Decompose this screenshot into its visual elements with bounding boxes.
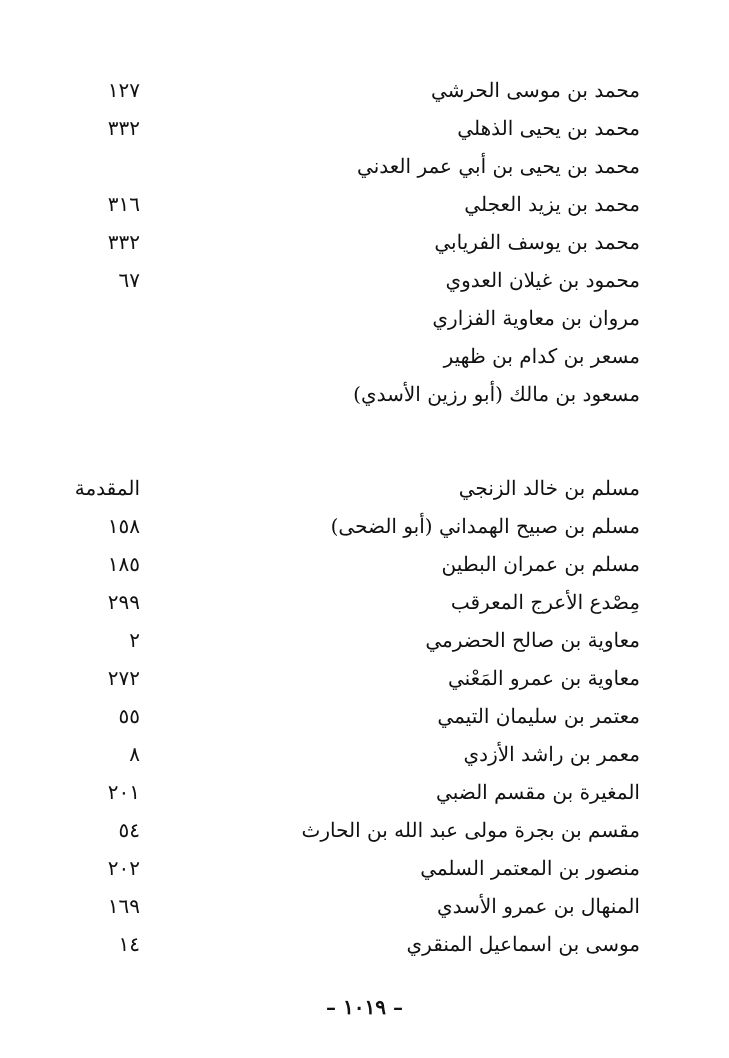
index-entry	[80, 926, 640, 962]
index-entry	[80, 186, 640, 222]
entry-page-reference: ٣١٦	[107, 192, 140, 216]
entry-name: منصور بن المعتمر السلمي	[420, 856, 640, 880]
index-entry	[80, 622, 640, 658]
entry-page-reference: ٥٤	[118, 818, 140, 842]
index-entry	[80, 224, 640, 260]
index-entry	[80, 110, 640, 146]
entry-page-reference: ١٥٨	[107, 514, 140, 538]
entry-name: محمود بن غيلان العدوي	[445, 268, 640, 292]
entry-name: محمد بن يزيد العجلي	[464, 192, 640, 216]
index-entry	[80, 338, 640, 374]
entry-page-reference: ٥٥	[118, 704, 140, 728]
index-entry	[80, 888, 640, 924]
index-entry	[80, 660, 640, 696]
entry-name: مقسم بن بجرة مولى عبد الله بن الحارث	[301, 818, 640, 842]
entry-name: معاوية بن عمرو المَعْني	[447, 666, 640, 690]
entry-page-reference: ٦٧	[118, 268, 140, 292]
entry-page-reference: ١٢٧	[107, 78, 140, 102]
entry-page-reference: ٢٩٩	[107, 590, 140, 614]
index-entry	[80, 300, 640, 336]
index-entry	[80, 72, 640, 108]
entry-name: مسعود بن مالك (أبو رزين الأسدي)	[353, 382, 640, 406]
index-entry	[80, 148, 640, 184]
entry-name: مسلم بن خالد الزنجي	[458, 476, 640, 500]
entry-page-reference: ٢٠٢	[107, 856, 140, 880]
entry-page-reference: المقدمة	[74, 476, 140, 500]
entry-page-reference: ٣٣٢	[107, 116, 140, 140]
index-entry	[80, 376, 640, 412]
entry-name: محمد بن يحيى بن أبي عمر العدني	[357, 154, 640, 178]
index-entry	[80, 812, 640, 848]
index-entry	[80, 774, 640, 810]
entry-name: موسى بن اسماعيل المنقري	[406, 932, 640, 956]
entry-page-reference: ٨	[129, 742, 140, 766]
entry-name: محمد بن موسى الحرشي	[430, 78, 640, 102]
entry-page-reference: ٢٧٢	[107, 666, 140, 690]
entry-page-reference: ٣٣٢	[107, 230, 140, 254]
entry-name: مِصْدع الأعرج المعرقب	[450, 590, 640, 614]
entry-name: معتمر بن سليمان التيمي	[437, 704, 640, 728]
entry-name: مسلم بن عمران البطين	[441, 552, 640, 576]
entry-name: مسعر بن كدام بن ظهير	[443, 344, 640, 368]
index-entry	[80, 850, 640, 886]
entry-name: معمر بن راشد الأزدي	[463, 742, 640, 766]
entry-page-reference: ١٦٩	[107, 894, 140, 918]
entry-name: المنهال بن عمرو الأسدي	[436, 894, 640, 918]
index-entry	[74, 470, 640, 506]
entry-name: معاوية بن صالح الحضرمي	[425, 628, 640, 652]
index-entry	[80, 508, 640, 544]
index-entry	[80, 584, 640, 620]
page-number: – ١٠١٩ –	[326, 995, 403, 1019]
entry-name: مروان بن معاوية الفزاري	[432, 306, 640, 330]
entry-name: محمد بن يحيى الذهلي	[457, 116, 640, 140]
index-entry	[80, 698, 640, 734]
entry-name: محمد بن يوسف الفريابي	[434, 230, 640, 254]
entry-name: المغيرة بن مقسم الضبي	[436, 780, 640, 804]
index-entry	[80, 546, 640, 582]
entry-page-reference: ١٨٥	[107, 552, 140, 576]
index-entry	[80, 736, 640, 772]
entry-page-reference: ١٤	[118, 932, 140, 956]
index-entry	[80, 262, 640, 298]
entry-name: مسلم بن صبيح الهمداني (أبو الضحى)	[330, 514, 640, 538]
entry-page-reference: ٢٠١	[107, 780, 140, 804]
entry-page-reference: ٢	[129, 628, 140, 652]
